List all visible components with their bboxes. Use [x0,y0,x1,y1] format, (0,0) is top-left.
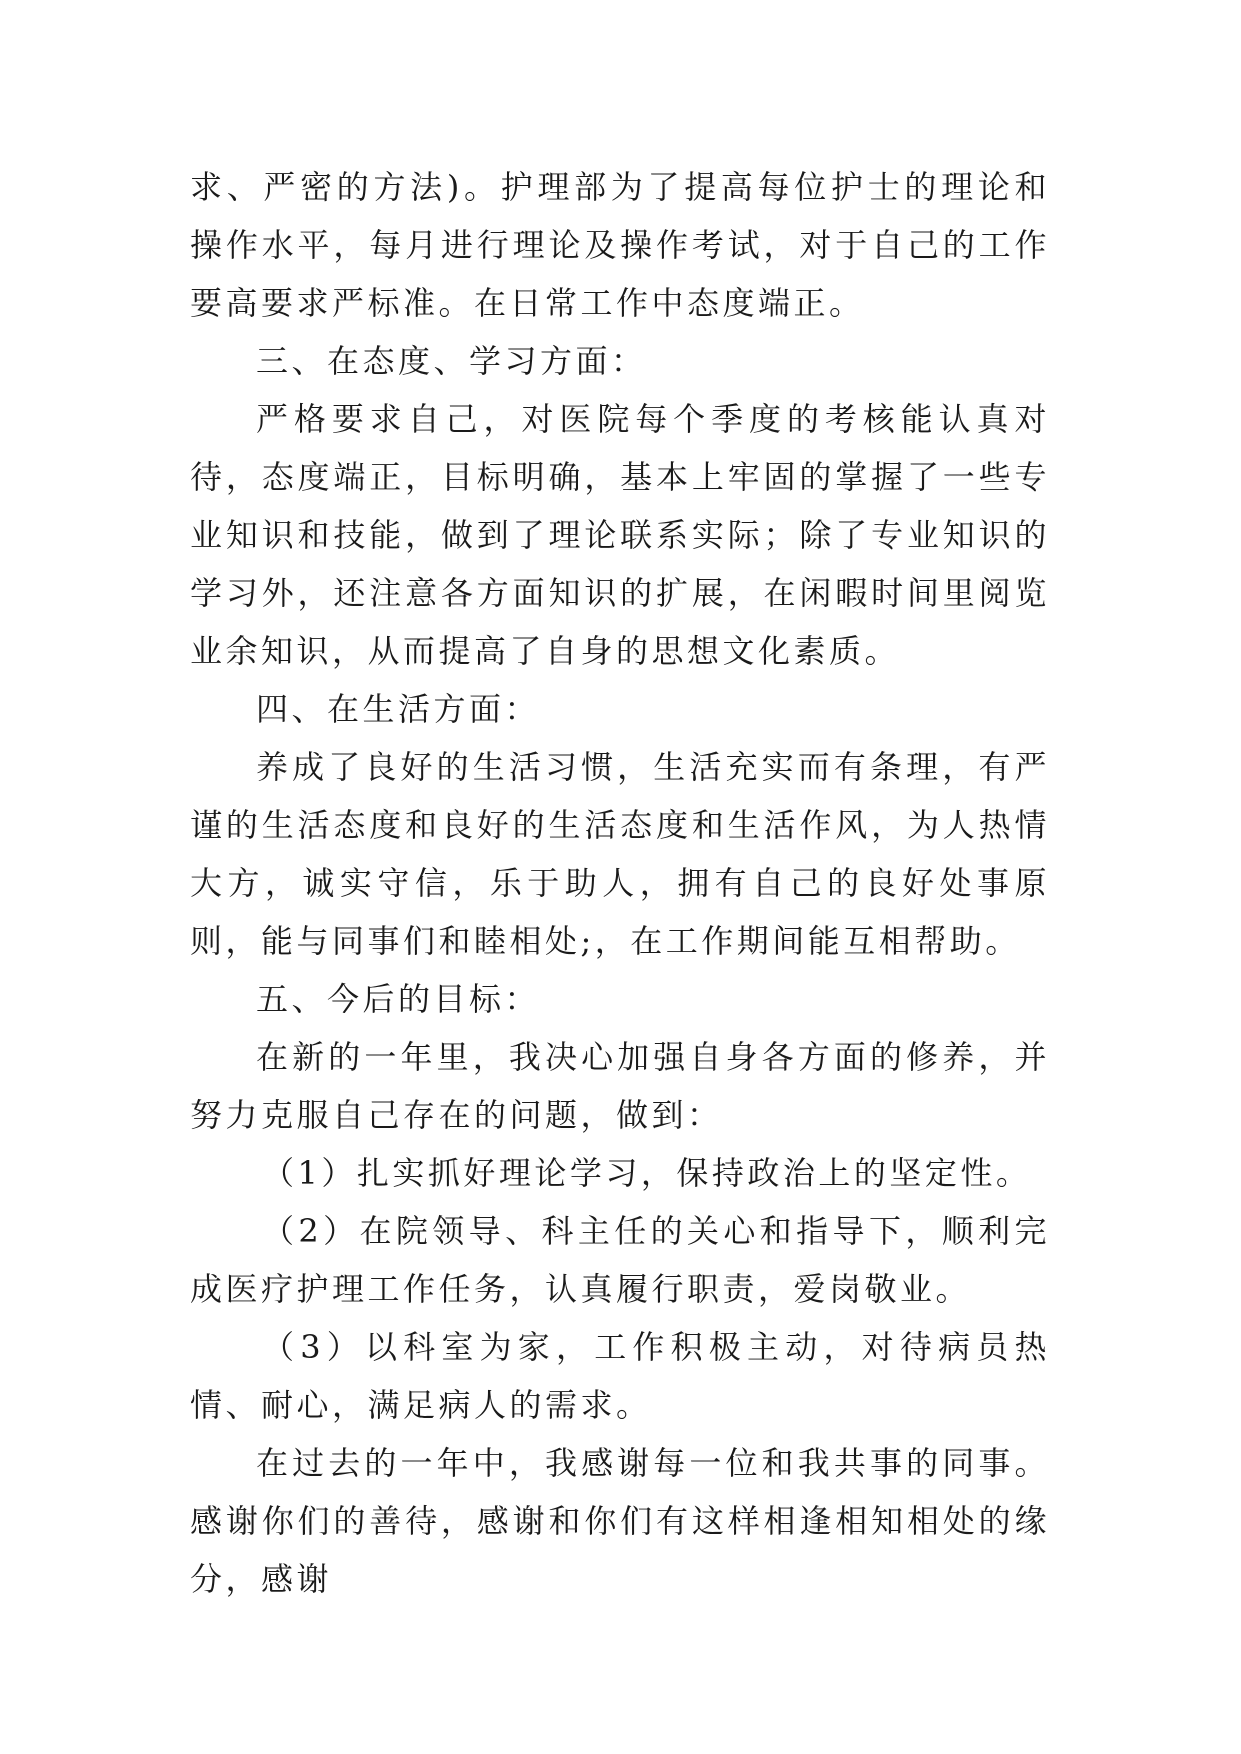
goal-item-1: （1）扎实抓好理论学习，保持政治上的坚定性。 [262,1154,1032,1192]
section-heading-attitude-study: 三、在态度、学习方面： [256,342,647,380]
goal-item-2: （2）在院领导、科主任的关心和指导下，顺利完成医疗护理工作任务，认真履行职责，爱岗敬业。 [190,1212,1050,1308]
document-body [190,158,1050,1608]
paragraph-thanks: 在过去的一年中，我感谢每一位和我共事的同事。感谢你们的善待，感谢和你们有这样相逢相知相处的缘分，感谢 [190,1444,1050,1598]
paragraph-goals-intro: 在新的一年里，我决心加强自身各方面的修养，并努力克服自己存在的问题，做到： [190,1038,1050,1134]
section-heading-goals: 五、今后的目标： [256,980,541,1018]
paragraph-continuation: 求、严密的方法)。护理部为了提高每位护士的理论和操作水平，每月进行理论及操作考试，对于自己的工作要高要求严标准。在日常工作中态度端正。 [190,168,1050,322]
paragraph-life: 养成了良好的生活习惯，生活充实而有条理，有严谨的生活态度和良好的生活态度和生活作风，为人热情大方，诚实守信，乐于助人，拥有自己的良好处事原则，能与同事们和睦相处;，在工作期间能互相帮助。 [190,748,1050,960]
goal-item-3: （3）以科室为家，工作积极主动，对待病员热情、耐心，满足病人的需求。 [190,1328,1050,1424]
section-heading-life: 四、在生活方面： [256,690,541,728]
paragraph-attitude-study: 严格要求自己，对医院每个季度的考核能认真对待，态度端正，目标明确，基本上牢固的掌握了一些专业知识和技能，做到了理论联系实际；除了专业知识的学习外，还注意各方面知识的扩展，在闲暇时间里阅览业余知识，从而提高了自身的思想文化素质。 [190,400,1050,670]
